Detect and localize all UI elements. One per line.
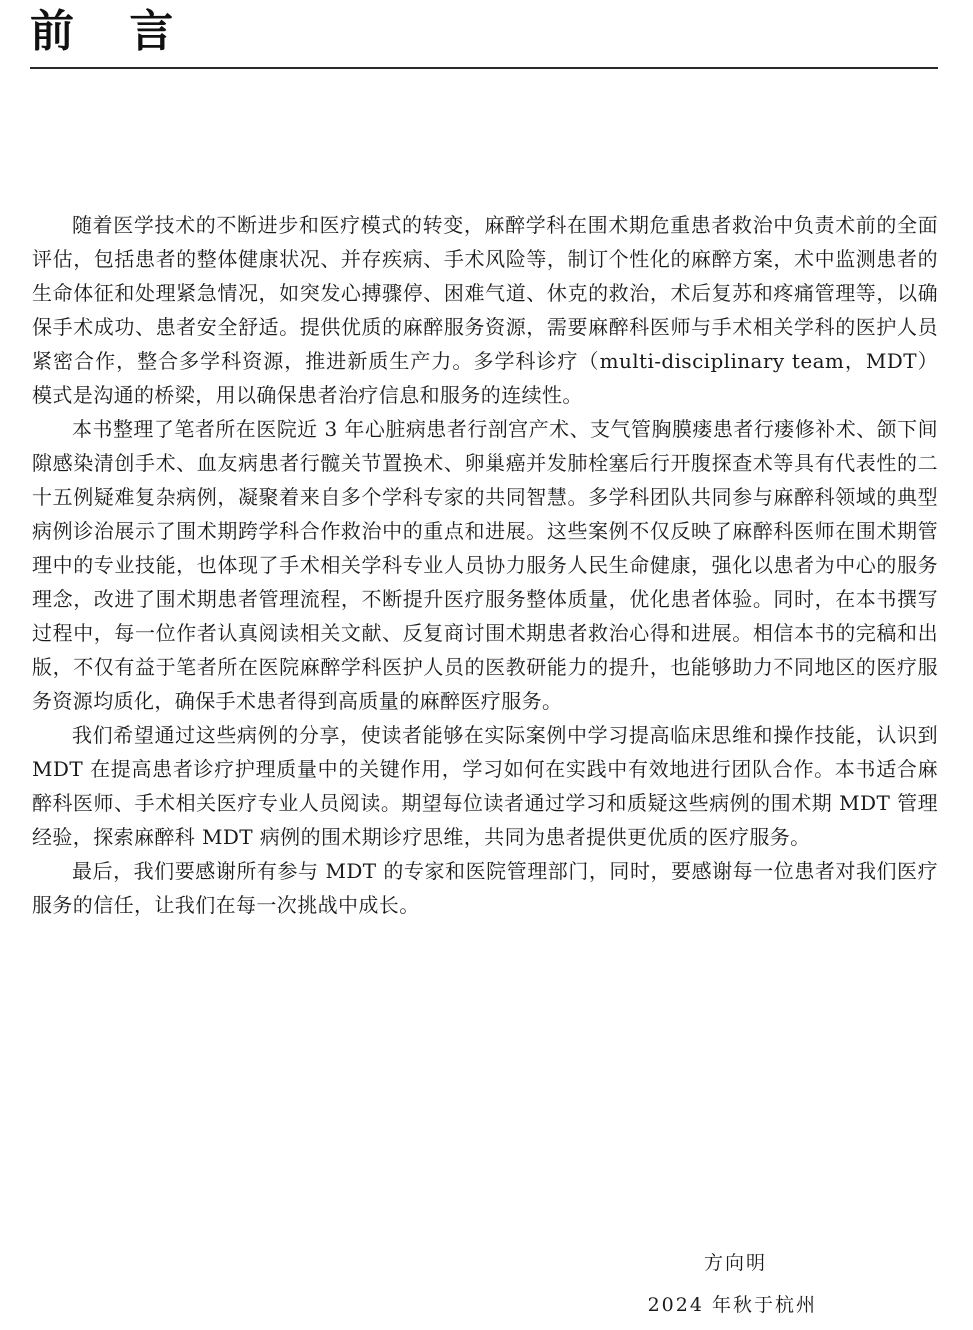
page-title: 前 言	[30, 6, 194, 57]
preface-body	[32, 208, 938, 922]
paragraph-3: 我们希望通过这些病例的分享，使读者能够在实际案例中学习提高临床思维和操作技能，认识到 MDT 在提高患者诊疗护理质量中的关键作用，学习如何在实践中有效地进行团队合作。本书适合麻醉科医师、手术相关医疗专业人员阅读。期望每位读者通过学习和质疑这些病例的围术期 MDT 管理经验，探索麻醉科 MDT 病例的围术期诊疗思维，共同为患者提供更优质的医疗服务。	[32, 723, 938, 849]
author-signature: 方向明	[703, 1252, 767, 1274]
paragraph-1: 随着医学技术的不断进步和医疗模式的转变，麻醉学科在围术期危重患者救治中负责术前的全面评估，包括患者的整体健康状况、并存疾病、手术风险等，制订个性化的麻醉方案，术中监测患者的生命体征和处理紧急情况，如突发心搏骤停、困难气道、休克的救治，术后复苏和疼痛管理等，以确保手术成功、患者安全舒适。提供优质的麻醉服务资源，需要麻醉科医师与手术相关学科的医护人员紧密合作，整合多学科资源，推进新质生产力。多学科诊疗（multi-disciplinary team，MDT）模式是沟通的桥梁，用以确保患者治疗信息和服务的连续性。	[32, 213, 938, 407]
date-location: 2024 年秋于杭州	[647, 1294, 817, 1316]
paragraph-4: 最后，我们要感谢所有参与 MDT 的专家和医院管理部门，同时，要感谢每一位患者对我们医疗服务的信任，让我们在每一次挑战中成长。	[32, 859, 938, 917]
title-divider	[30, 67, 938, 69]
paragraph-2: 本书整理了笔者所在医院近 3 年心脏病患者行剖宫产术、支气管胸膜瘘患者行瘘修补术、颌下间隙感染清创手术、血友病患者行髋关节置换术、卵巢癌并发肺栓塞后行开腹探查术等具有代表性的二十五例疑难复杂病例，凝聚着来自多个学科专家的共同智慧。多学科团队共同参与麻醉科领域的典型病例诊治展示了围术期跨学科合作救治中的重点和进展。这些案例不仅反映了麻醉科医师在围术期管理中的专业技能，也体现了手术相关学科专业人员协力服务人民生命健康，强化以患者为中心的服务理念，改进了围术期患者管理流程，不断提升医疗服务整体质量，优化患者体验。同时，在本书撰写过程中，每一位作者认真阅读相关文献、反复商讨围术期患者救治心得和进展。相信本书的完稿和出版，不仅有益于笔者所在医院麻醉学科医护人员的医教研能力的提升，也能够助力不同地区的医疗服务资源均质化，确保手术患者得到高质量的麻醉医疗服务。	[32, 417, 938, 713]
